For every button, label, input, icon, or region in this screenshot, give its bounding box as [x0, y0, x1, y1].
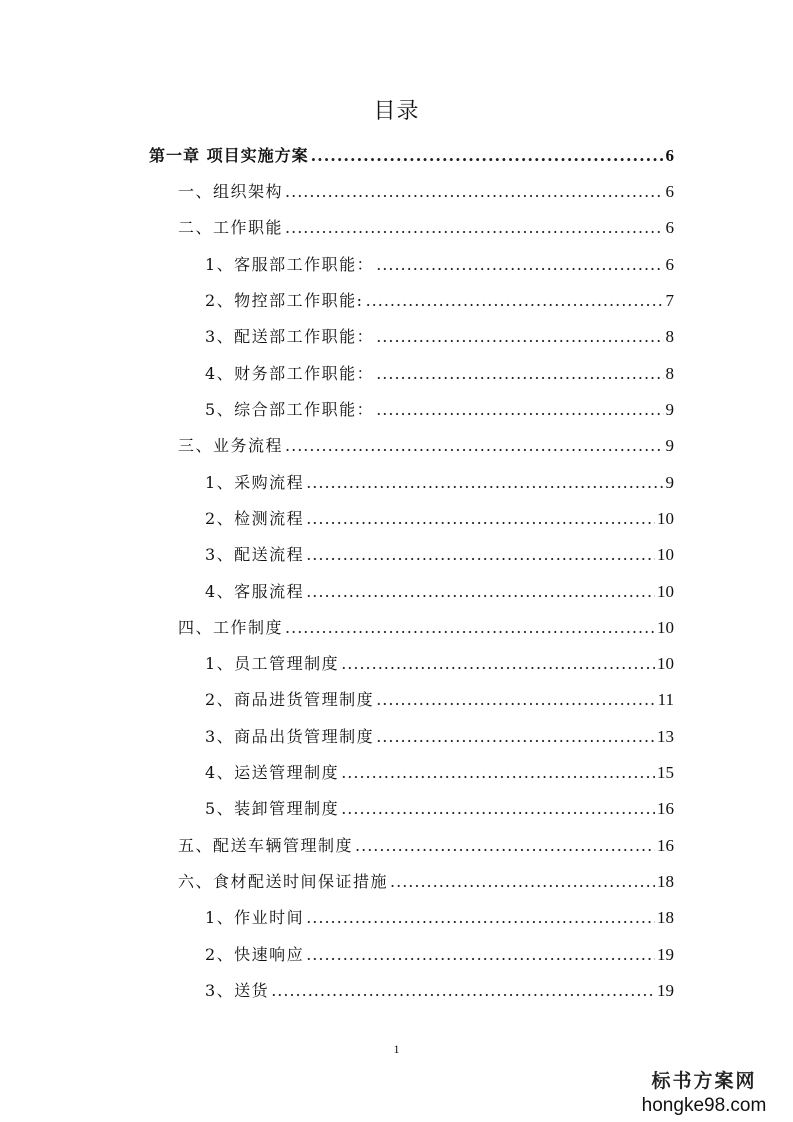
toc-entry-label: 1、员工管理制度 [205, 654, 340, 673]
toc-entry-page: 9 [665, 473, 674, 492]
toc-leader-dots [311, 144, 664, 168]
toc-entry-page: 13 [657, 727, 674, 746]
toc-leader-dots [341, 797, 655, 821]
toc-entry[interactable] [178, 616, 674, 640]
toc-entry[interactable] [205, 652, 674, 676]
toc-leader-dots [285, 216, 663, 240]
toc-entry-page: 9 [665, 436, 674, 455]
toc-entry[interactable] [205, 398, 674, 422]
toc-entry-label: 六、食材配送时间保证措施 [178, 872, 389, 891]
toc-entry[interactable] [205, 289, 674, 313]
toc-entry-page: 9 [665, 400, 674, 419]
page-title: 目录 [373, 99, 420, 124]
toc-leader-dots [306, 543, 655, 567]
toc-entry-label: 四、工作制度 [178, 618, 284, 637]
toc-entry[interactable] [205, 543, 674, 567]
toc-entry-page: 18 [657, 872, 674, 891]
toc-leader-dots [285, 180, 663, 204]
toc-entry-page: 6 [665, 146, 674, 165]
toc-entry-label: 5、综合部工作职能： [205, 400, 375, 419]
toc-entry-label: 3、配送部工作职能： [205, 327, 375, 346]
toc-entry-page: 6 [665, 255, 674, 274]
toc-leader-dots [376, 688, 655, 712]
toc-entry-page: 19 [657, 945, 674, 964]
toc-leader-dots [341, 652, 655, 676]
toc-leader-dots [271, 979, 655, 1003]
toc-entry[interactable] [205, 943, 674, 967]
toc-entry[interactable] [205, 797, 674, 821]
toc-entry-page: 19 [657, 981, 674, 1000]
watermark [629, 1066, 779, 1117]
toc-entry-label: 5、装卸管理制度 [205, 799, 340, 818]
toc-entry-page: 10 [657, 582, 674, 601]
toc-leader-dots [376, 362, 663, 386]
toc-entry[interactable] [178, 180, 674, 204]
toc-leader-dots [376, 325, 663, 349]
toc-entry-page: 6 [665, 182, 674, 201]
toc-leader-dots [366, 289, 664, 313]
toc-leader-dots [306, 580, 655, 604]
watermark-name: 标书方案网 [651, 1070, 757, 1092]
toc-entry-label: 1、客服部工作职能： [205, 255, 375, 274]
toc-entry-label: 2、商品进货管理制度 [205, 690, 375, 709]
toc-entry-label: 五、配送车辆管理制度 [178, 836, 354, 855]
toc-entry[interactable] [205, 906, 674, 930]
toc-entry-label: 二、工作职能 [178, 218, 284, 237]
toc-entry-page: 7 [665, 291, 674, 310]
toc-entry[interactable] [205, 253, 674, 277]
toc-entry-page: 6 [665, 218, 674, 237]
toc-leader-dots [355, 834, 655, 858]
toc-entry[interactable] [149, 144, 674, 168]
toc-entry[interactable] [205, 688, 674, 712]
toc-entry-page: 10 [657, 509, 674, 528]
toc-entry-page: 16 [657, 836, 674, 855]
toc-entry-label: 1、作业时间 [205, 908, 305, 927]
toc-leader-dots [341, 761, 655, 785]
toc-entry-label: 4、客服流程 [205, 582, 305, 601]
toc-entry-page: 16 [657, 799, 674, 818]
toc-leader-dots [376, 398, 663, 422]
toc-entry-label: 3、送货 [205, 981, 270, 1000]
toc-entry[interactable] [178, 216, 674, 240]
toc-entry-page: 10 [657, 654, 674, 673]
toc-entry[interactable] [205, 471, 674, 495]
toc-entry[interactable] [205, 979, 674, 1003]
toc-entry-page: 10 [657, 545, 674, 564]
toc-leader-dots [376, 725, 655, 749]
toc-entry-label: 第一章 项目实施方案 [149, 146, 309, 165]
toc-entry[interactable] [205, 725, 674, 749]
toc-entry-label: 2、物控部工作职能: [205, 291, 364, 310]
toc-leader-dots [285, 434, 663, 458]
toc-entry[interactable] [205, 761, 674, 785]
toc-entry-page: 15 [657, 763, 674, 782]
toc-entry[interactable] [205, 325, 674, 349]
toc-entry[interactable] [178, 834, 674, 858]
toc-entry-label: 4、运送管理制度 [205, 763, 340, 782]
toc-entry[interactable] [205, 362, 674, 386]
toc-leader-dots [306, 906, 655, 930]
toc-entry-label: 一、组织架构 [178, 182, 284, 201]
toc-leader-dots [306, 507, 655, 531]
toc-entry-label: 三、业务流程 [178, 436, 284, 455]
footer-page-number: 1 [393, 1042, 400, 1056]
toc-leader-dots [306, 471, 663, 495]
toc-entry[interactable] [178, 434, 674, 458]
toc-entry-label: 3、商品出货管理制度 [205, 727, 375, 746]
toc-entry-page: 8 [665, 364, 674, 383]
toc-leader-dots [306, 943, 655, 967]
toc-leader-dots [285, 616, 655, 640]
toc-leader-dots [376, 253, 663, 277]
toc-entry-page: 10 [657, 618, 674, 637]
toc-entry-page: 11 [657, 690, 674, 709]
toc-entry[interactable] [205, 507, 674, 531]
toc-leader-dots [390, 870, 655, 894]
toc-entry-label: 3、配送流程 [205, 545, 305, 564]
toc-entry-label: 4、财务部工作职能： [205, 364, 375, 383]
toc-entry-label: 2、检测流程 [205, 509, 305, 528]
watermark-url: hongke98.com [641, 1095, 767, 1116]
toc-entry[interactable] [205, 580, 674, 604]
toc-entry[interactable] [178, 870, 674, 894]
toc-entry-page: 18 [657, 908, 674, 927]
toc-entry-page: 8 [665, 327, 674, 346]
toc-entry-label: 1、采购流程 [205, 473, 305, 492]
toc-entry-label: 2、快速响应 [205, 945, 305, 964]
